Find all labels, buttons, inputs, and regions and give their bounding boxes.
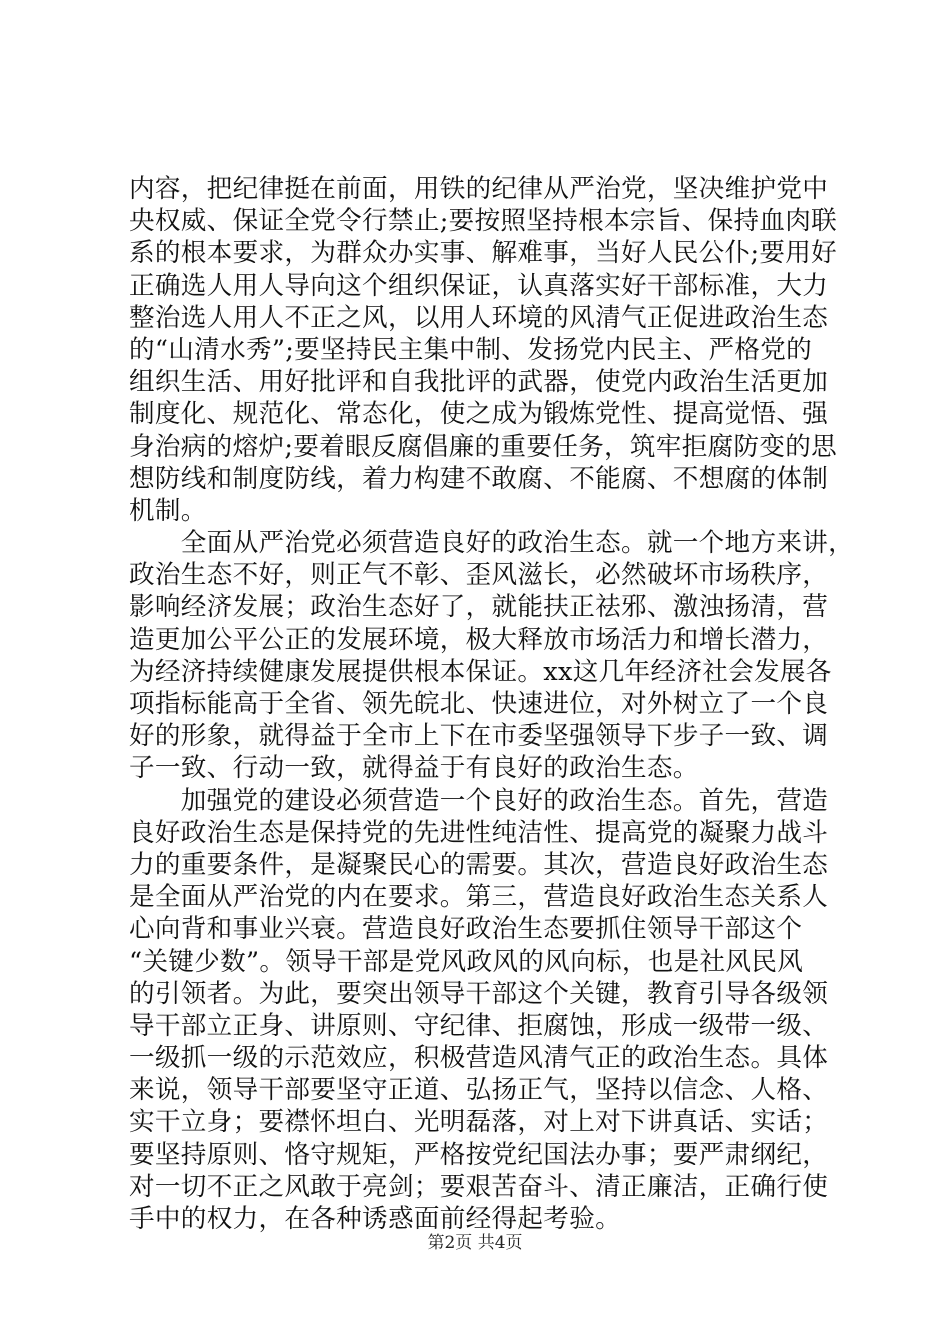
- page-footer: 第2页 共4页: [427, 1233, 523, 1253]
- text-line: 是全面从严治党的内在要求。第三，营造良好政治生态关系人: [129, 882, 829, 913]
- text-line: 项指标能高于全省、领先皖北、快速进位，对外树立了一个良: [129, 689, 829, 719]
- text-line: 造更加公平公正的发展环境，极大释放市场活力和增长潜力，: [129, 624, 829, 655]
- text-line: 全面从严治党必须营造良好的政治生态。就一个地方来讲，: [129, 528, 855, 559]
- text-line: 力的重要条件，是凝聚民心的需要。其次，营造良好政治生态: [129, 849, 829, 880]
- text-line: 制度化、规范化、常态化，使之成为锻炼党性、提高觉悟、强: [129, 399, 829, 430]
- text-line: 为经济持续健康发展提供根本保证。xx这几年经济社会发展各: [129, 656, 832, 687]
- text-line: 正确选人用人导向这个组织保证，认真落实好干部标准，大力: [129, 270, 829, 301]
- text-line: 内容，把纪律挺在前面，用铁的纪律从严治党，坚决维护党中: [129, 174, 829, 204]
- text-line: 央权威、保证全党令行禁止;要按照坚持根本宗旨、保持血肉联: [129, 206, 838, 237]
- text-line: 系的根本要求，为群众办实事、解难事，当好人民公仆;要用好: [129, 238, 838, 269]
- text-line: 想防线和制度防线，着力构建不敢腐、不能腐、不想腐的体制: [129, 463, 829, 494]
- text-line: 好的形象，就得益于全市上下在市委坚强领导下步子一致、调: [129, 721, 829, 752]
- body-text: [129, 173, 855, 1235]
- text-line: 加强党的建设必须营造一个良好的政治生态。首先，营造: [129, 785, 829, 816]
- text-line: 影响经济发展；政治生态好了，就能扶正祛邪、激浊扬清，营: [129, 592, 829, 623]
- text-line: “关键少数”。领导干部是党风政风的风向标，也是社风民风: [129, 946, 804, 977]
- text-line: 身治病的熔炉;要着眼反腐倡廉的重要任务，筑牢拒腐防变的思: [129, 431, 838, 462]
- text-line: 实干立身；要襟怀坦白、光明磊落，对上对下讲真话、实话；: [129, 1107, 829, 1138]
- text-line: 政治生态不好，则正气不彰、歪风滋长，必然破坏市场秩序，: [129, 560, 829, 591]
- text-line: 要坚持原则、恪守规矩，严格按党纪国法办事；要严肃纲纪，: [129, 1139, 829, 1170]
- text-line: 心向背和事业兴衰。营造良好政治生态要抓住领导干部这个: [129, 914, 803, 945]
- text-line: 手中的权力，在各种诱惑面前经得起考验。: [129, 1204, 621, 1234]
- text-line: 的“山清水秀”;要坚持民主集中制、发扬党内民主、严格党的: [129, 334, 813, 365]
- text-line: 组织生活、用好批评和自我批评的武器，使党内政治生活更加: [129, 367, 829, 398]
- text-line: 对一切不正之风敢于亮剑；要艰苦奋斗、清正廉洁，正确行使: [129, 1171, 829, 1202]
- text-line: 导干部立正身、讲原则、守纪律、拒腐蚀，形成一级带一级、: [129, 1010, 829, 1041]
- text-line: 整治选人用人不正之风，以用人环境的风清气正促进政治生态: [129, 302, 829, 333]
- text-line: 来说，领导干部要坚守正道、弘扬正气，坚持以信念、人格、: [129, 1075, 829, 1106]
- text-line: 的引领者。为此，要突出领导干部这个关键，教育引导各级领: [129, 978, 829, 1009]
- text-line: 机制。: [129, 495, 207, 526]
- text-line: 子一致、行动一致，就得益于有良好的政治生态。: [129, 753, 699, 784]
- text-line: 一级抓一级的示范效应，积极营造风清气正的政治生态。具体: [129, 1043, 829, 1074]
- text-line: 良好政治生态是保持党的先进性纯洁性、提高党的凝聚力战斗: [129, 817, 829, 848]
